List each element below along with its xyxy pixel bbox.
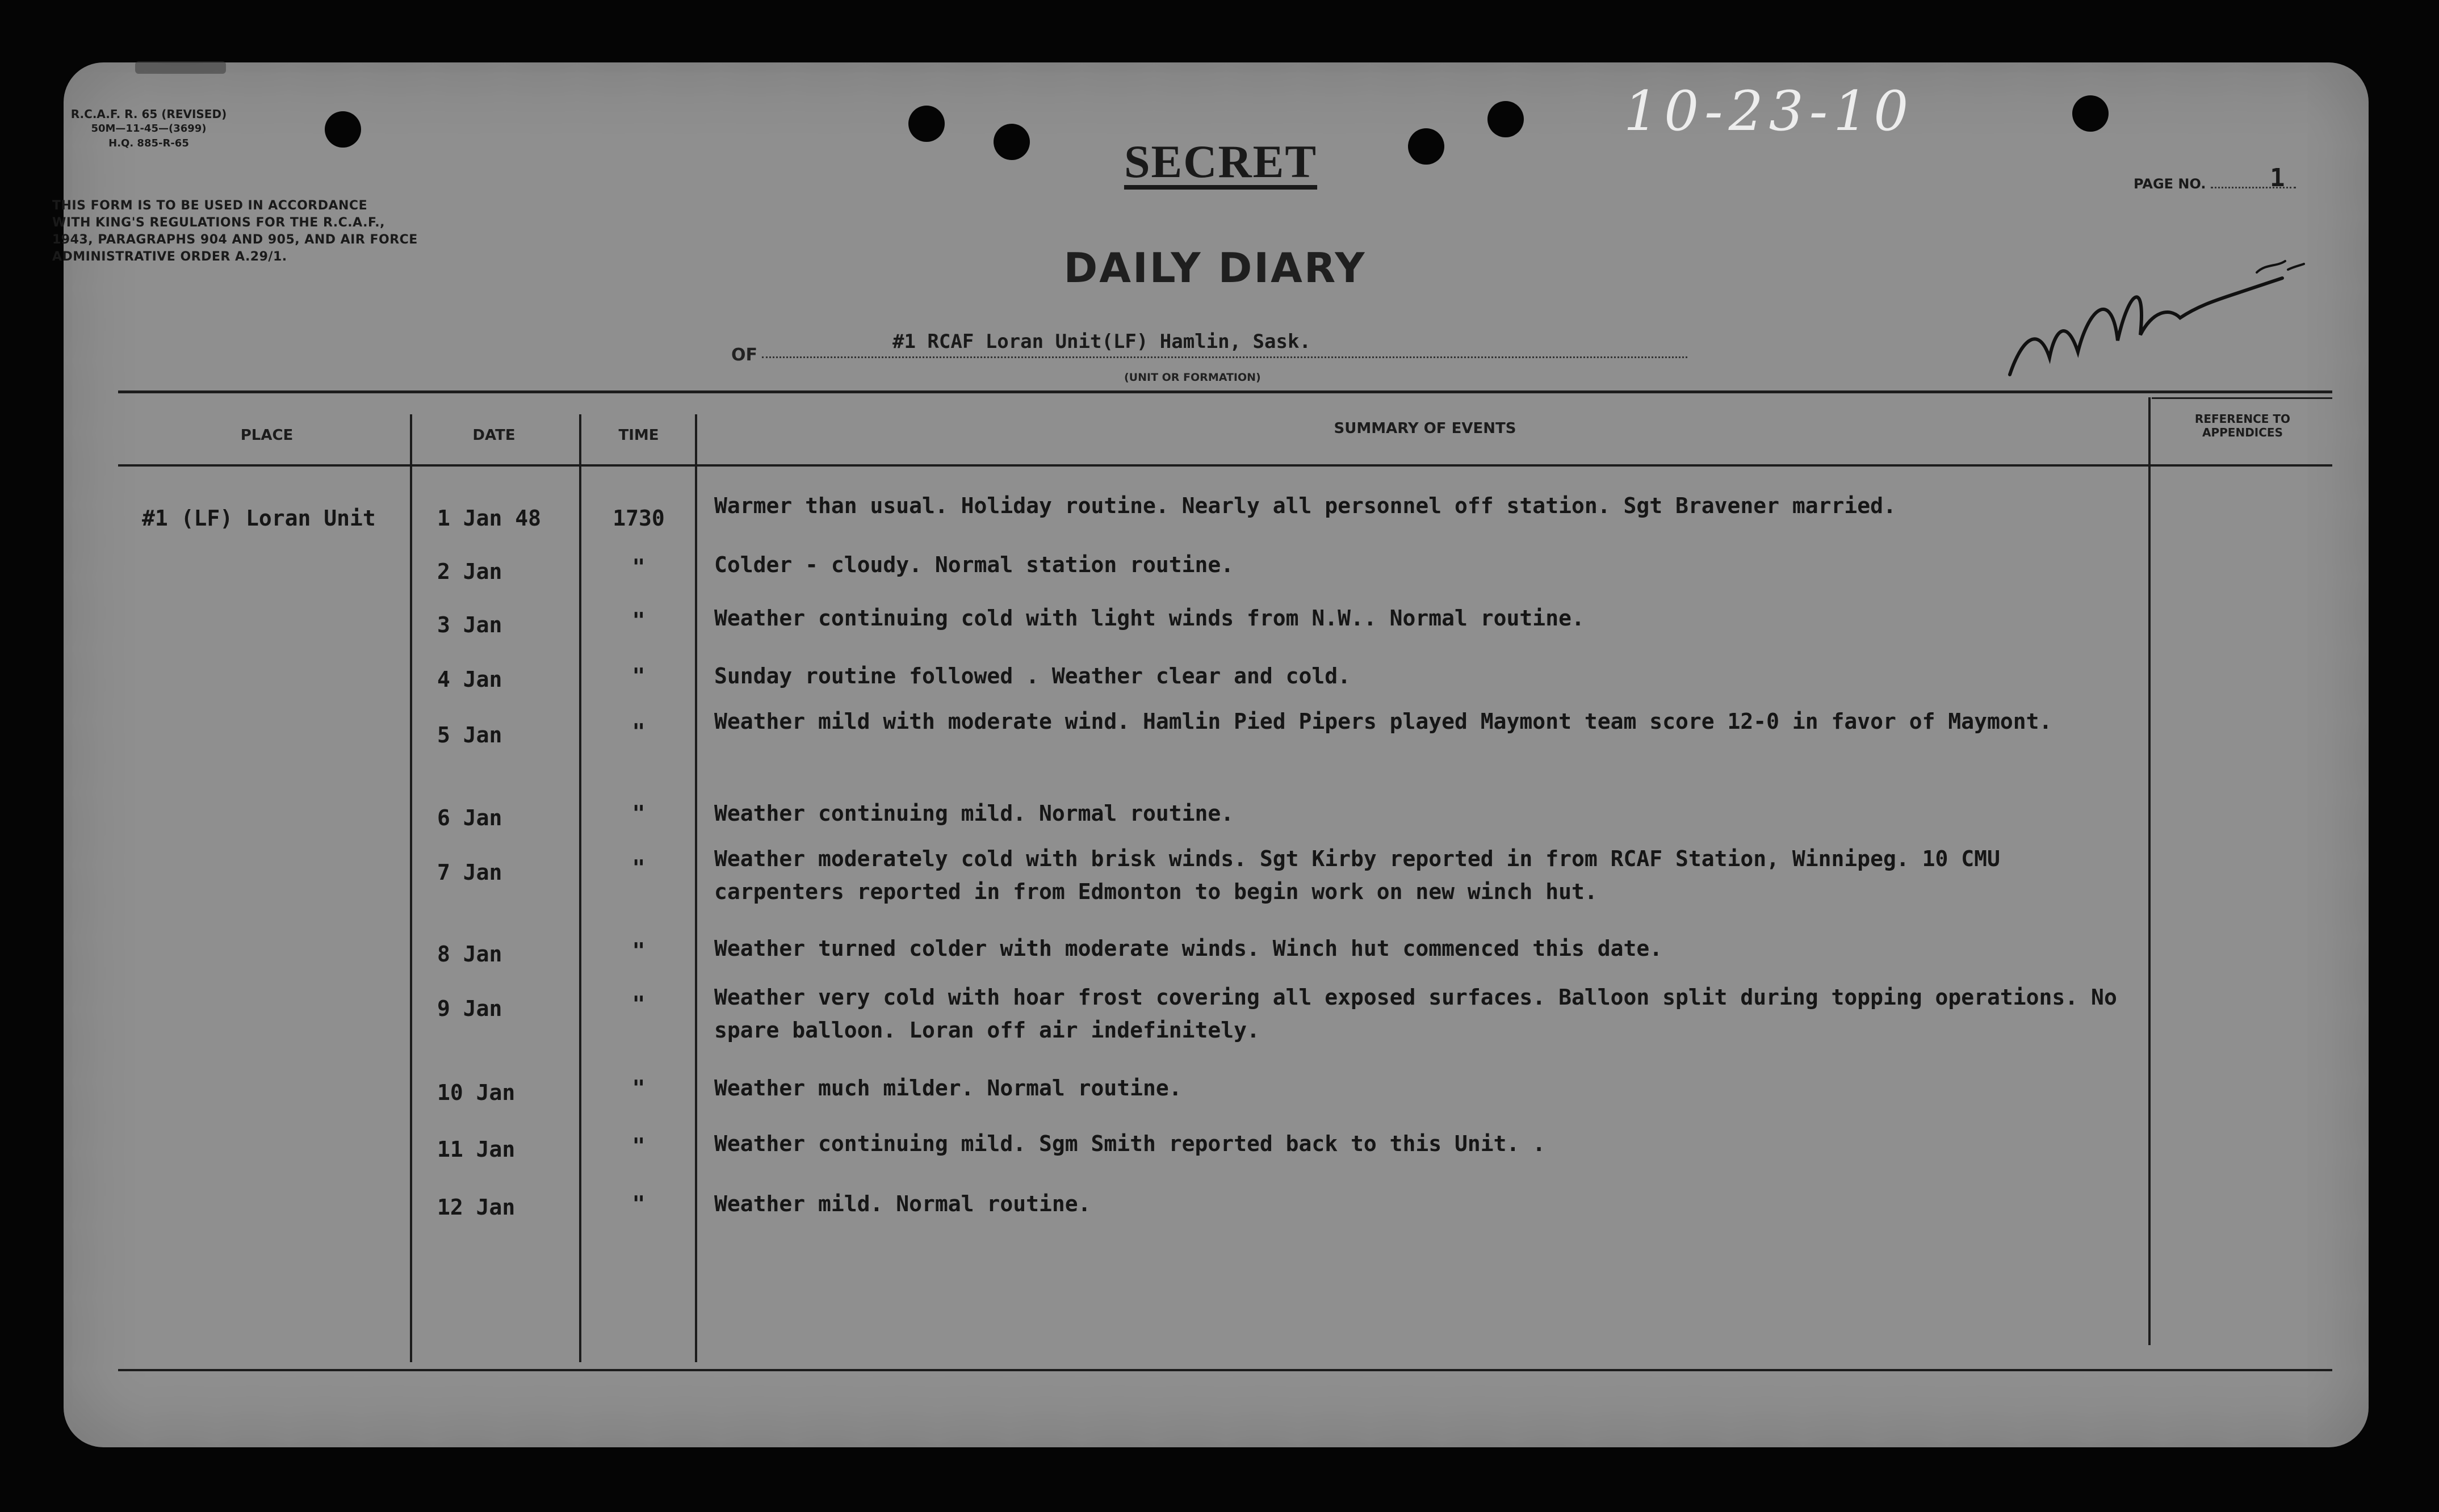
entry-time: " — [632, 608, 646, 633]
page-number-label: PAGE NO. — [2134, 176, 2206, 192]
form-id-line: 50M—11-45—(3699) — [91, 123, 207, 135]
binder-hole — [2072, 95, 2109, 132]
column-divider — [2148, 397, 2151, 1345]
entry-summary: Weather very cold with hoar frost covering all exposed surfaces. Balloon split during topping operations. No spare balloon. Loran off air indefinitely. — [714, 985, 2117, 1043]
entry-date: 8 Jan — [437, 942, 502, 967]
entry-time: " — [632, 855, 646, 880]
entry-summary: Weather continuing mild. Sgm Smith reported back to this Unit. . — [714, 1131, 1546, 1156]
column-header-reference — [2157, 412, 2328, 439]
entry-time: " — [632, 938, 646, 963]
unit-dotted-line — [762, 356, 1687, 358]
column-header-time: TIME — [618, 427, 659, 444]
entry-date: 1 Jan 48 — [437, 506, 542, 531]
column-divider — [410, 414, 412, 1362]
entry-time: 1730 — [613, 506, 665, 531]
entry-date: 12 Jan — [437, 1195, 516, 1220]
column-divider — [695, 414, 697, 1362]
reference-header-line: APPENDICES — [2202, 426, 2283, 439]
entry-time: " — [632, 1076, 646, 1101]
binder-hole — [908, 106, 945, 142]
handwritten-note: 10-23-10 — [1624, 79, 1914, 143]
classification-heading: SECRET — [1124, 136, 1318, 187]
unit-label: OF — [731, 345, 757, 365]
entry-date: 6 Jan — [437, 805, 502, 830]
entry-time: " — [632, 801, 646, 826]
entry-summary: Weather mild with moderate wind. Hamlin Pied Pipers played Maymont team score 12-0 in favor of Maymont. — [714, 709, 2052, 734]
authority-line: 1943, PARAGRAPHS 904 AND 905, AND AIR FORCE — [52, 233, 418, 247]
signature — [1998, 255, 2305, 386]
authority-line: ADMINISTRATIVE ORDER A.29/1. — [52, 250, 287, 264]
form-id — [64, 107, 234, 151]
entry-summary: Weather turned colder with moderate winds. Winch hut commenced this date. — [714, 936, 1663, 961]
entry-date: 9 Jan — [437, 996, 502, 1021]
table-top-rule — [2152, 397, 2332, 399]
entry-date: 11 Jan — [437, 1137, 516, 1162]
entry-time: " — [632, 1133, 646, 1158]
entry-summary: Colder - cloudy. Normal station routine. — [714, 552, 1234, 577]
entry-summary: Weather continuing mild. Normal routine. — [714, 801, 1234, 826]
binder-hole — [1487, 101, 1524, 137]
entry-summary: Weather mild. Normal routine. — [714, 1191, 1091, 1216]
entry-summary: Sunday routine followed . Weather clear and cold. — [714, 663, 1351, 688]
entry-summary: Warmer than usual. Holiday routine. Nearly all personnel off station. Sgt Bravener married. — [714, 493, 1896, 518]
authority-line: WITH KING'S REGULATIONS FOR THE R.C.A.F., — [52, 216, 385, 230]
entry-date: 10 Jan — [437, 1080, 516, 1105]
entry-time: " — [632, 663, 646, 688]
column-header-place: PLACE — [240, 427, 294, 444]
entry-time: " — [632, 555, 646, 579]
table-bottom-rule — [118, 1369, 2332, 1371]
column-header-summary: SUMMARY OF EVENTS — [1334, 420, 1516, 437]
unit-caption: (UNIT OR FORMATION) — [1124, 371, 1261, 384]
unit-name: #1 RCAF Loran Unit(LF) Hamlin, Sask. — [892, 330, 1311, 353]
column-divider — [579, 414, 581, 1362]
authority-line: THIS FORM IS TO BE USED IN ACCORDANCE — [52, 199, 368, 213]
table-top-rule — [118, 390, 2332, 393]
entry-date: 3 Jan — [437, 612, 502, 637]
reference-header-line: REFERENCE TO — [2194, 412, 2291, 426]
binder-hole — [325, 111, 361, 148]
entry-date: 4 Jan — [437, 667, 502, 692]
column-header-date: DATE — [472, 427, 516, 444]
entry-summary: Weather moderately cold with brisk winds. Sgt Kirby reported in from RCAF Station, Winnipeg. 10 CMU carpenters reported in from Edmonton to begin work on new winch hut. — [714, 846, 2000, 904]
entry-summary: Weather continuing cold with light winds from N.W.. Normal routine. — [714, 606, 1585, 631]
entry-date: 7 Jan — [437, 860, 502, 885]
entry-date: 2 Jan — [437, 559, 502, 584]
entry-summary: Weather much milder. Normal routine. — [714, 1076, 1182, 1101]
entry-time: " — [632, 992, 646, 1017]
stamp-mark — [135, 61, 226, 74]
page-number: 1 — [2270, 163, 2285, 192]
entry-time: " — [632, 719, 646, 744]
entry-place: #1 (LF) Loran Unit — [142, 506, 376, 531]
binder-hole — [994, 124, 1030, 160]
entry-date: 5 Jan — [437, 723, 502, 747]
entry-time: " — [632, 1191, 646, 1216]
header-bottom-rule — [118, 464, 2332, 467]
binder-hole — [1408, 128, 1444, 165]
page-number-field — [2134, 163, 2296, 192]
form-id-line: R.C.A.F. R. 65 (REVISED) — [70, 107, 227, 121]
form-authority — [52, 198, 540, 266]
form-id-line: H.Q. 885-R-65 — [108, 137, 189, 149]
page-title: DAILY DIARY — [1063, 244, 1367, 292]
